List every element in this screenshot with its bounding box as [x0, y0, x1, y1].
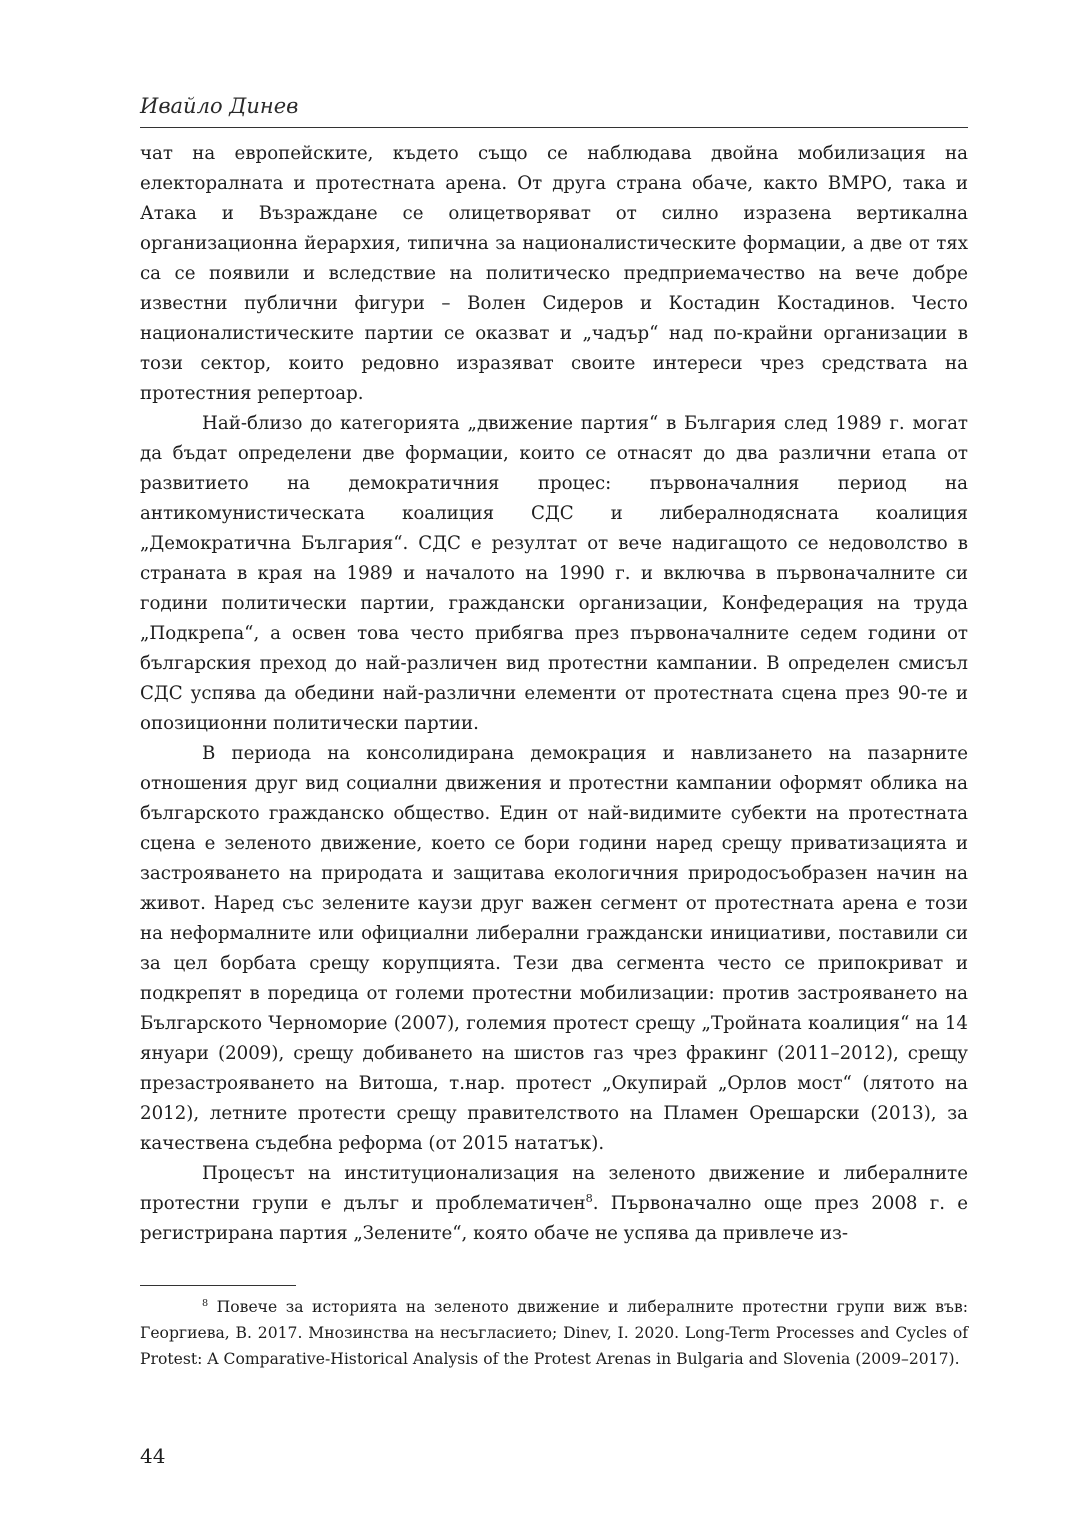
footnote-reference: 8 [585, 1191, 593, 1205]
paragraph-text: Процесът на институционализация на зеленото движение и либералните протестни групи е дълъг и проблематичен [140, 1163, 968, 1214]
page-number: 44 [140, 1444, 166, 1468]
footnote-text: Повече за историята на зеленото движение и либералните протестни групи виж във: Георгиева, В. 2017. Мнозинства на несъгласието; Dinev, I. 2020. Long-Term Processes and Cycles of Protest: A Comparative-Historical Analysis of the Protest Arenas in Bulgaria and Slovenia (2009–2017). [140, 1298, 968, 1368]
paragraph: Най-близо до категорията „движение партия“ в България след 1989 г. могат да бъдат определени две формации, които се отнасят до два различни етапа от развитието на демократичния процес: първоначалния период на антикомунистическата коалиция СДС и либералнодясната коалиция „Демократична България“. СДС е резултат от вече надигащото се недоволство в страната в края на 1989 и началото на 1990 г. и включва в първоначалните си години политически партии, граждански организации, Конфедерация на труда „Подкрепа“, а освен това често прибягва през първоначалните седем години от българския преход до най-различен вид протестни кампании. В определен смисъл СДС успява да обедини най-различни елементи от протестната сцена през 90-те и опозиционни политически партии. [140, 413, 968, 734]
paragraph-text: . Първоначално още през 2008 г. е регистрирана партия „Зелените“, която обаче не успява да привлече из- [140, 1193, 969, 1244]
running-head-author: Ивайло Динев [140, 94, 299, 118]
book-page [140, 0, 968, 1534]
footnote-rule [140, 1285, 296, 1286]
header-rule [140, 127, 968, 128]
footnote [140, 1294, 968, 1372]
paragraph: В периода на консолидирана демокрация и навлизането на пазарните отношения друг вид социални движения и протестни кампании оформят облика на българското гражданско общество. Един от най-видимите субекти на протестната сцена е зеленото движение, което се бори години наред срещу приватизацията и застрояването на природата и защитава екологичния природосъобразен начин на живот. Наред със зелените каузи друг важен сегмент от протестната арена е този на неформалните или официални либерални граждански инициативи, поставили си за цел борбата срещу корупцията. Тези два сегмента често се припокриват и подкрепят в поредица от големи протестни мобилизации: против застрояването на Българското Черноморие (2007), големия протест срещу „Тройната коалиция“ на 14 януари (2009), срещу добиването на шистов газ чрез фракинг (2011–2012), срещу презастрояването на Витоша, т.нар. протест „Окупирай „Орлов мост“ (лятото на 2012), летните протести срещу правителството на Пламен Орешарски (2013), за качествена съдебна реформа (от 2015 нататък). [140, 743, 968, 1154]
paragraph [140, 1159, 968, 1249]
footnote-number: 8 [202, 1297, 209, 1309]
paragraph-continued: чат на европейските, където също се наблюдава двойна мобилизация на електоралната и протестната арена. От друга страна обаче, както ВМРО, така и Атака и Възраждане се олицетворяват от силно изразена вертикална организационна йерархия, типична за националистическите формации, а две от тях са се появили и вследствие на политическо предприемачество на вече добре известни публични фигури – Волен Сидеров и Костадин Костадинов. Често националистическите партии се оказват и „чадър“ над по-крайни организации в този сектор, които редовно изразяват своите интереси чрез средствата на протестния репертоар. [140, 143, 968, 404]
body-text [140, 139, 968, 1249]
